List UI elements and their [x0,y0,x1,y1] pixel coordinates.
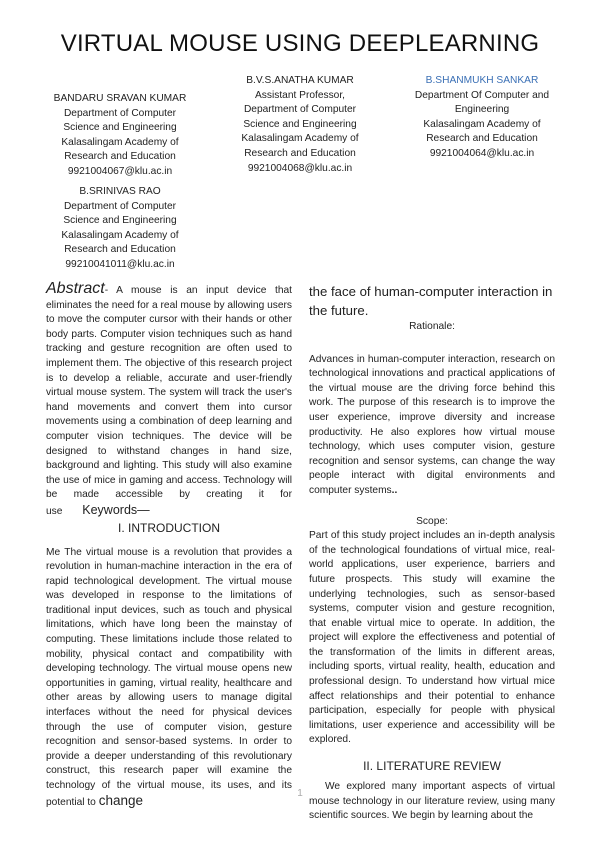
rationale-label: Rationale: [409,321,455,332]
author-email: 99210041011@klu.ac.in [65,258,175,270]
author-block-2 [220,74,380,176]
author-dept: Department of Computer [63,107,177,119]
author-dept: Department of Computer [63,200,177,212]
rationale-end: .. [391,484,398,496]
introduction-text: Me The virtual mouse is a revolution that provides a revolution in human-machine interaction in the era of rapid technological development. The virtual mouse was developed in response to the limitations of traditional input devices, such as touch and physical limitations, which have long been the mainstay of computing. These limitations include those related to mobility, physical contact and compatibility with developing technology. The virtual mouse opens new opportunities in gaming, virtual reality, healthcare and other areas by allowing users to manage digital interfaces without the need for physical devices through the use of computer vision, gesture recognition and sensor-based systems. In order to provide a deeper understanding of this revolutionary construct, this research paper will examine the technology of the virtual mouse, its uses, and its potential to [46,546,292,808]
rationale-paragraph [309,353,555,499]
author-institution: Kalasalingam Academy of [241,133,359,145]
author-institution: Kalasalingam Academy of [61,229,179,241]
author-dept: Science and Engineering [63,122,177,134]
scope-paragraph: Part of this study project includes an in-depth analysis of the technological foundations of virtual mice, real-world applications, user experience, barriers and future prospects. This study will examine the underlying technologies, such as sensor-based systems, computer vision and gesture recognition, that enable virtual mice to operate. In addition, the project will explore the effectiveness and potential of the transformation of the limits in different areas, including sports, virtual reality, health, education and professional design. To understand how virtual mice affect relationships and their potential to enhance participation, especially for people with physical limitations, user experience and accessibility will be explored. [309,530,555,746]
author-name: B.SHANMUKH SANKAR [425,75,539,86]
author-role: Assistant Professor, [254,89,346,101]
author-email: 9921004064@klu.ac.in [429,147,535,159]
left-column [46,282,292,810]
keywords-label: Keywords— [82,502,150,517]
author-institution: Research and Education [64,151,176,163]
section-heading-literature-review: II. LITERATURE REVIEW [363,759,501,774]
abstract-text: - A mouse is an input device that eliminates the need for a real mouse by allowing users to move the computer cursor with their hands or other body parts. Computer vision techniques such as hand tracking and gesture recognition are often used to implement them. The objective of this research project is to develop a reliable, accurate and user-friendly virtual mouse system. The system will track the user's hand movements and convert them into cursor movements using a combination of deep learning and computer vision techniques. The device will be designed to withstand changes in hand size, background and lighting. This study will also examine the use of mice in gaming and access. Technology will be made accessible by creating it for use [46,285,292,517]
author-dept: Department Of Computer and [414,89,550,101]
author-institution: Kalasalingam Academy of [61,136,179,148]
abstract-label: Abstract [46,280,105,297]
author-dept: Department of Computer [243,104,357,116]
author-institution: Research and Education [426,133,538,145]
author-email: 9921004068@klu.ac.in [247,162,353,174]
author-block-1 [40,92,200,180]
author-dept: Science and Engineering [243,118,357,130]
author-institution: Kalasalingam Academy of [423,118,541,130]
author-dept: Engineering [454,104,510,116]
right-column [309,282,555,824]
continued-text: the face of human-computer interaction in the future. [309,284,553,318]
author-email: 9921004067@klu.ac.in [67,165,173,177]
introduction-paragraph [46,546,292,811]
section-heading-introduction: I. INTRODUCTION [118,520,220,535]
author-dept: Science and Engineering [63,215,177,227]
author-block-3 [402,74,562,162]
author-block-4 [40,185,200,273]
author-name: B.V.S.ANATHA KUMAR [246,75,354,86]
author-name: BANDARU SRAVAN KUMAR [53,93,187,104]
author-institution: Research and Education [244,147,356,159]
abstract-paragraph [46,282,292,520]
scope-label: Scope: [416,515,448,527]
page-number: 1 [297,788,303,799]
literature-review-paragraph: We explored many important aspects of virtual mouse technology in our literature review, using many scientific sources. We begin by learning about the [309,781,555,822]
introduction-tail: change [98,792,143,808]
author-name: B.SRINIVAS RAO [79,186,161,197]
rationale-text: Advances in human-computer interaction, research on technological innovations and practical applications of the virtual mouse are the driving force behind this work. The purpose of this research is to improve the user experience, improve diversity and increase productivity. He also explores how virtual mouse technology, which uses computer vision, gesture recognition and sensor systems, can change the way people interact with digital environments and computer systems [309,353,555,496]
paper-title: VIRTUAL MOUSE USING DEEPLEARNING [60,30,540,57]
author-institution: Research and Education [64,244,176,256]
